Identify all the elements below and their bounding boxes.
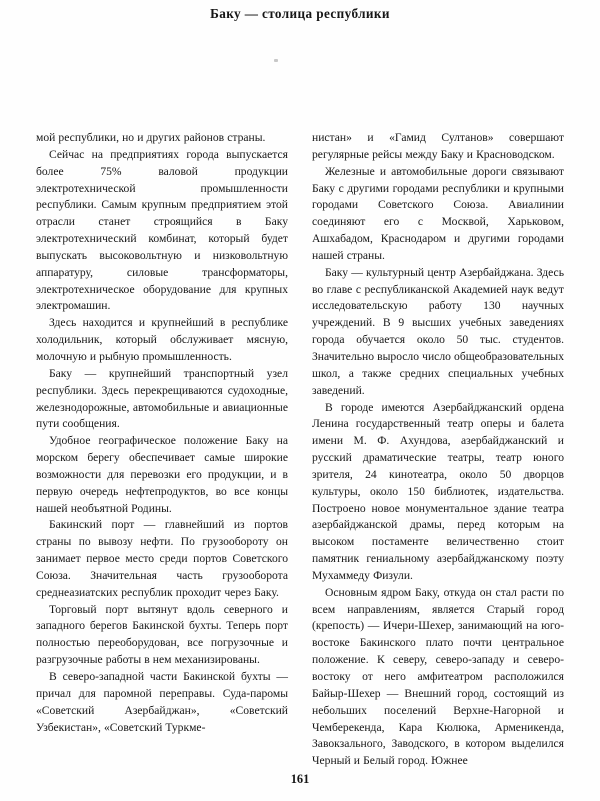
paragraph: Железные и автомобильные дороги связывают Баку с другими городами республики и крупными городами Советского Союза. Авиалинии соединяют его с Москвой, Харьковом, Ашхабадом, Краснодаром и другими городами нашей страны. <box>312 164 564 262</box>
right-column <box>312 130 564 770</box>
paragraph: Баку — культурный центр Азербайджана. Здесь во главе с республиканской Академией наук ведут исследовательскую работу 130 научных учреждений. В 9 высших учебных заведениях города обучается около 50 тыс. студентов. Значительно выросло число общеобразовательных школ, а также средних специальных учебных заведений. <box>312 265 564 397</box>
paragraph: Здесь находится и крупнейший в республике холодильник, который обслуживает мясную, молочную и рыбную промышленность. <box>36 316 288 363</box>
paragraph: Удобное географическое положение Баку на морском берегу обеспечивает самые широкие возможности для перевозки его продукции, и в первую очередь нефтепродуктов, во все концы нашей необъятной Родины. <box>36 434 288 515</box>
paragraph: Сейчас на предприятиях города выпускается более 75% валовой продукции электротехнической промышленности республики. Самым крупным предприятием этой отрасли станет строящийся в Баку электротехнический комбинат, который будет выпускать высоковольтную и низковольтную аппаратуру, силовые трансформаторы, электротехническое оборудование для крупных электромашин. <box>36 147 288 313</box>
paragraph: В городе имеются Азербайджанский ордена Ленина государственный театр оперы и балета имени М. Ф. Ахундова, азербайджанский и русский драматические театры, театр юного зрителя, 24 кинотеатра, около 50 дворцов культуры, около 150 библиотек, издательства. Построено новое монументальное здание театра азербайджанской драмы, перед которым на высоком постаменте величественно стоит памятник гениальному азербайджанскому поэту Мухаммеду Физули. <box>312 400 564 582</box>
paragraph: Основным ядром Баку, откуда он стал расти по всем направлениям, является Старый город (крепость) — Ичери-Шехер, занимающий на юго-востоке Бакинского плато почти центральное положение. К северу, северо-западу и северо-востоку от него амфитеатром расположился Байыр-Шехер — Внешний город, состоящий из небольших поселений Верхне-Нагорной и Чемберекенда, Кара Кюлюка, Арменикенда, Завокзального, Заводского, в котором выделился Черный и Белый город. Южнее <box>312 585 564 768</box>
paragraph: Бакинский порт — главнейший из портов страны по вывозу нефти. По грузообороту он занимает первое место среди портов Советского Союза. Значительная часть грузооборота среднеазиатских республик проходит через Баку. <box>36 518 288 599</box>
paragraph: В северо-западной части Бакинской бухты — причал для паромной переправы. Суда-паромы «Советский Азербайджан», «Советский Узбекистан», «Советский Туркме- <box>36 670 288 734</box>
paragraph: Баку — крупнейший транспортный узел республики. Здесь перекрещиваются судоходные, железнодорожные, автомобильные и авиационные пути сообщения. <box>36 366 288 431</box>
two-column-body <box>36 130 564 770</box>
left-column <box>36 130 288 770</box>
running-head: Баку — столица республики <box>210 6 390 21</box>
paragraph: нистан» и «Гамид Султанов» совершают регулярные рейсы между Баку и Красноводском. <box>312 131 564 161</box>
paragraph: мой республики, но и других районов страны. <box>36 131 266 144</box>
scan-artifact-speck <box>274 59 278 62</box>
paragraph: Торговый порт вытянут вдоль северного и западного берегов Бакинской бухты. Теперь порт полностью переоборудован, все погрузочные и разгрузочные работы в нем механизированы. <box>36 602 288 667</box>
page-number: 161 <box>290 772 310 786</box>
